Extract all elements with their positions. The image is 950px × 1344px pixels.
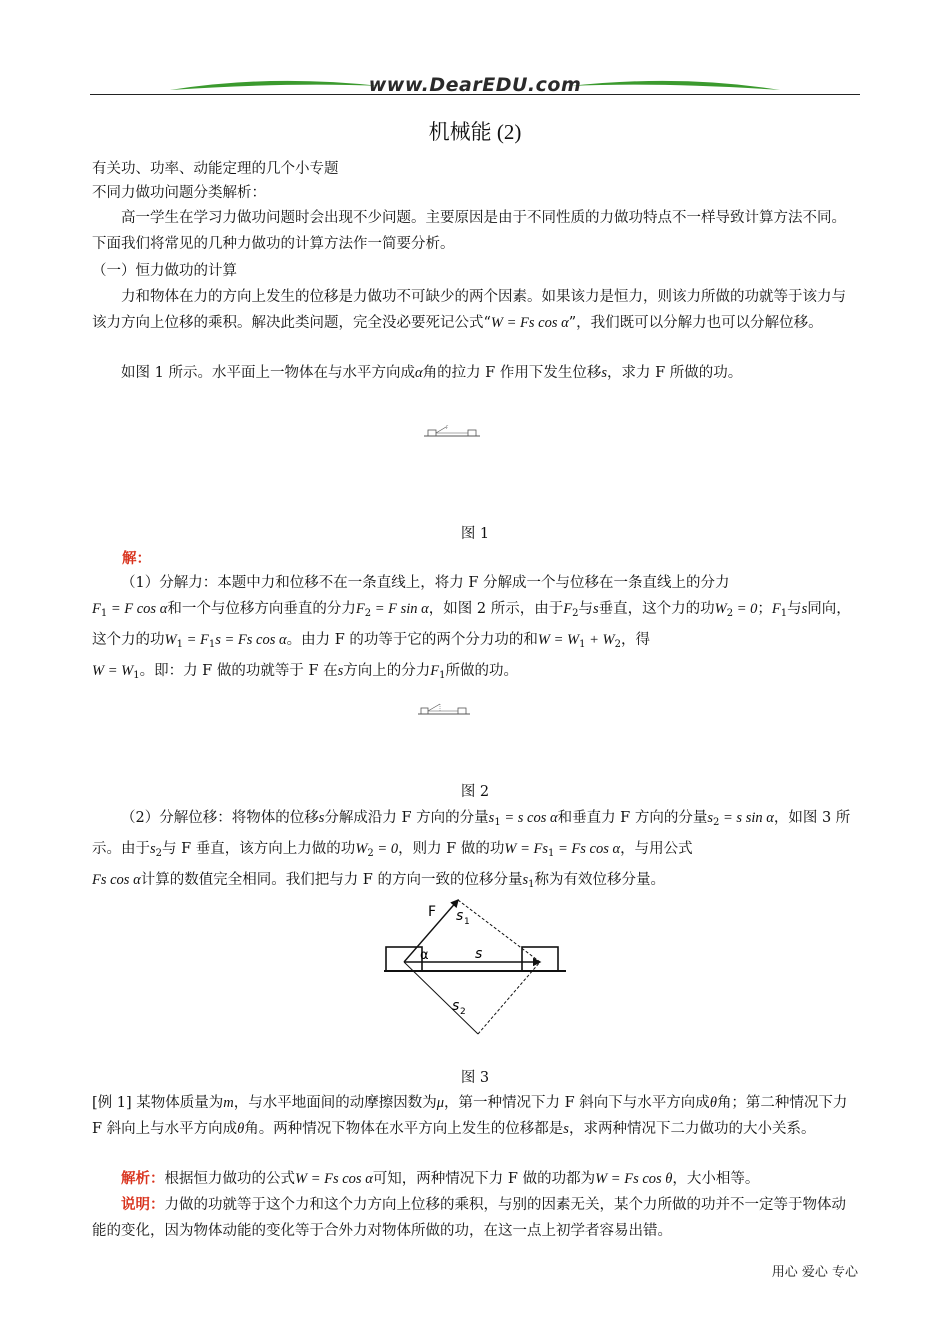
text: ，则力 F 做的功 — [398, 841, 505, 857]
fig3-alpha-label: α — [420, 948, 429, 963]
figure-1 — [424, 424, 480, 438]
fig3-s1-sub: 1 — [464, 917, 470, 927]
w2-formula: = 0 — [373, 841, 399, 857]
note-paragraph — [92, 1192, 860, 1244]
w1-formula: = F — [182, 632, 209, 648]
formula: Fs cos α — [92, 872, 141, 888]
s1: s — [522, 872, 529, 888]
s-symbol: s — [801, 601, 808, 617]
solution-label — [122, 546, 890, 572]
s1: s — [488, 810, 495, 826]
text: 计算的数值完全相同。我们把与力 F 的方向一致的位移分量 — [140, 872, 523, 888]
text: （2）分解位移：将物体的位移 — [121, 810, 319, 826]
w-final: W = W — [92, 663, 134, 679]
f2: F — [563, 601, 573, 617]
note-label: 说明： — [121, 1196, 165, 1213]
page-title: 机械能 (2) — [428, 120, 522, 144]
f1: F — [771, 601, 781, 617]
header-banner — [90, 72, 860, 102]
text: （1）分解力：本题中力和位移不在一条直线上，将力 F 分解成一个与位移在一条直线上的分力 — [121, 575, 730, 591]
m-symbol: m — [223, 1095, 234, 1111]
text: 方向上的分力 — [343, 663, 431, 679]
text: 分解成沿力 F 方向的分量 — [324, 810, 489, 826]
s2: s — [150, 841, 156, 857]
f1-formula: = F cos α — [107, 601, 168, 617]
decompose-displacement-paragraph: （2）分解位移：将物体的位移s分解成沿力 F 方向的分量$s_1 = s$ cos α和垂直力 F 方向的分量$s_2 = s$ sin α，如图 3 所示。由于$s_2$与 F 垂直，该方向上力做的功$W_2 = 0$，则力 F 做的功$W = Fs_1 = Fs$ cos α，与用公式 Fs cos α计算的数值完全相同。我们把与力 F 的方向一致的位移分量$s_1$称为有效位移分量。 — [92, 810, 851, 890]
text: 可知，两种情况下力 F 做的功都为 — [372, 1171, 596, 1187]
s2: s — [707, 810, 714, 826]
text: ，与水平地面间的动摩擦因数为 — [233, 1095, 437, 1111]
subtopic-line: 不同力做功问题分类解析： — [92, 185, 266, 201]
text: 力和物体在力的方向上发生的位移是力做功不可缺少的两个因素。如果该力是恒力，则该力所做的功就等于该力与该力方向上位移的乘积。解决此类问题，完全没必要死记公式“ — [92, 289, 846, 331]
s-symbol: s — [601, 365, 608, 381]
fig1-intro — [92, 360, 860, 386]
w-formula: W = W — [537, 632, 580, 648]
figure-3 — [380, 896, 570, 1036]
fig3-s1-label: s — [456, 908, 464, 924]
theta-symbol: θ — [709, 1095, 717, 1111]
w1-formula: s = Fs cos α — [215, 632, 287, 648]
example-paragraph — [92, 1090, 860, 1142]
section-heading: （一）恒力做功的计算 — [92, 263, 237, 279]
force-paragraph — [92, 284, 860, 336]
text: 角；第二种情况下力 F 斜向上与水平方向成 — [92, 1095, 848, 1137]
text: 垂直，这个力的功 — [598, 601, 715, 617]
w-formula: = Fs cos α — [554, 841, 621, 857]
topic-line: 有关功、功率、动能定理的几个小专题 — [92, 161, 339, 177]
w-formula: + W — [585, 632, 615, 648]
footer-slogan: 用心 爱心 专心 — [771, 1265, 858, 1280]
s-symbol: s — [318, 810, 325, 826]
text: 和垂直力 F 方向的分量 — [557, 810, 708, 826]
formula: W = Fs cos α — [295, 1171, 373, 1187]
f2-formula: = F sin α — [371, 601, 429, 617]
theta-symbol: θ — [237, 1121, 245, 1137]
s-symbol: s — [592, 601, 599, 617]
fig3-F-label: F — [428, 904, 437, 920]
text: 与 — [787, 601, 802, 617]
mu-symbol: μ — [436, 1095, 445, 1111]
text: ，得 — [620, 632, 650, 648]
text: [例 1] 某物体质量为 — [92, 1095, 224, 1111]
text: 力做的功就等于这个力和这个力方向上位移的乘积，与别的因素无关，某个力所做的功并不一定等于物体动能的变化，因为物体动能的变化等于合外力对物体所做的功，在这一点上初学者容易出错。 — [92, 1197, 846, 1239]
header-rule — [90, 94, 860, 95]
formula: W = Fs cos α — [490, 315, 569, 331]
text: ，求两种情况下二力做功的大小关系。 — [568, 1121, 816, 1137]
text: 。即：力 F 做的功就等于 F 在 — [139, 663, 338, 679]
text: 与 — [578, 601, 593, 617]
decompose-force-paragraph: （1）分解力：本题中力和位移不在一条直线上，将力 F 分解成一个与位移在一条直线上的分力 $F_1 = F$ cos α和一个与位移方向垂直的分力$F_2 = F$ sin α，如图 2 所示，由于$F_2$与s垂直，这个力的功$W_2 = 0$；$F_1$与s同向，这个力的功$W_1 = F_1s = Fs$ cos α。由力 F 的功等于它的两个分力功的和$W = W_1 + W_2$，得 $W = W_1$。即：力 F 做的功就等于 F 在s方向上的分力$F_1$所做的功。 — [92, 575, 851, 681]
site-name: www.DearEDU.com — [368, 74, 582, 96]
s1-formula: = s cos α — [500, 810, 558, 826]
text: 。由力 F 的功等于它的两个分力功的和 — [286, 632, 538, 648]
formula: W = Fs cos θ — [595, 1171, 673, 1187]
figure-2-caption: 图 2 — [460, 784, 490, 800]
figure-1-caption: 图 1 — [460, 526, 490, 542]
analysis-label: 解析： — [121, 1170, 165, 1187]
text: ，与用公式 — [620, 841, 693, 857]
fig3-s2-sub: 2 — [460, 1007, 466, 1017]
text: ”，我们既可以分解力也可以分解位移。 — [568, 315, 823, 331]
text: 根据恒力做功的公式 — [164, 1171, 295, 1187]
alpha-symbol: α — [414, 365, 423, 381]
text: ，如图 3 所示。由于 — [92, 810, 851, 857]
intro-paragraph: 高一学生在学习力做功问题时会出现不少问题。主要原因是由于不同性质的力做功特点不一样导致计算方法不同。下面我们将常见的几种力做功的计算方法作一简要分析。 — [92, 210, 846, 252]
text: 如图 1 所示。水平面上一物体在与水平方向成 — [121, 365, 415, 381]
text: 角的拉力 F 作用下发生位移 — [422, 365, 602, 381]
text: 角。两种情况下物体在水平方向上发生的位移都是 — [244, 1121, 564, 1137]
text: 同向，这个力的功 — [92, 601, 851, 648]
text: ，第一种情况下力 F 斜向下与水平方向成 — [444, 1095, 710, 1111]
solution-label-text: 解： — [122, 550, 151, 567]
s2-formula: = s sin α — [719, 810, 774, 826]
text: ，如图 2 所示，由于 — [428, 601, 564, 617]
text: ，求力 F 所做的功。 — [607, 365, 743, 381]
fig3-s-label: s — [475, 946, 483, 962]
text: 称为有效位移分量。 — [534, 872, 666, 888]
s-symbol: s — [337, 663, 344, 679]
s-symbol: s — [563, 1121, 569, 1137]
text: ，大小相等。 — [672, 1171, 760, 1187]
figure-3-caption: 图 3 — [460, 1070, 490, 1086]
fig3-s2-label: s — [452, 998, 460, 1014]
text: 与 F 垂直，该方向上力做的功 — [162, 841, 356, 857]
fig1-force-label: F — [446, 425, 449, 430]
f1: F — [92, 601, 101, 617]
w2-formula: = 0 — [733, 601, 758, 617]
text: 和一个与位移方向垂直的分力 — [167, 601, 356, 617]
w-formula: W = Fs — [504, 841, 548, 857]
text: 所做的功。 — [445, 663, 519, 679]
f2: F — [355, 601, 365, 617]
analysis-paragraph — [92, 1166, 860, 1192]
f1: F — [430, 663, 440, 679]
figure-2 — [418, 702, 470, 716]
